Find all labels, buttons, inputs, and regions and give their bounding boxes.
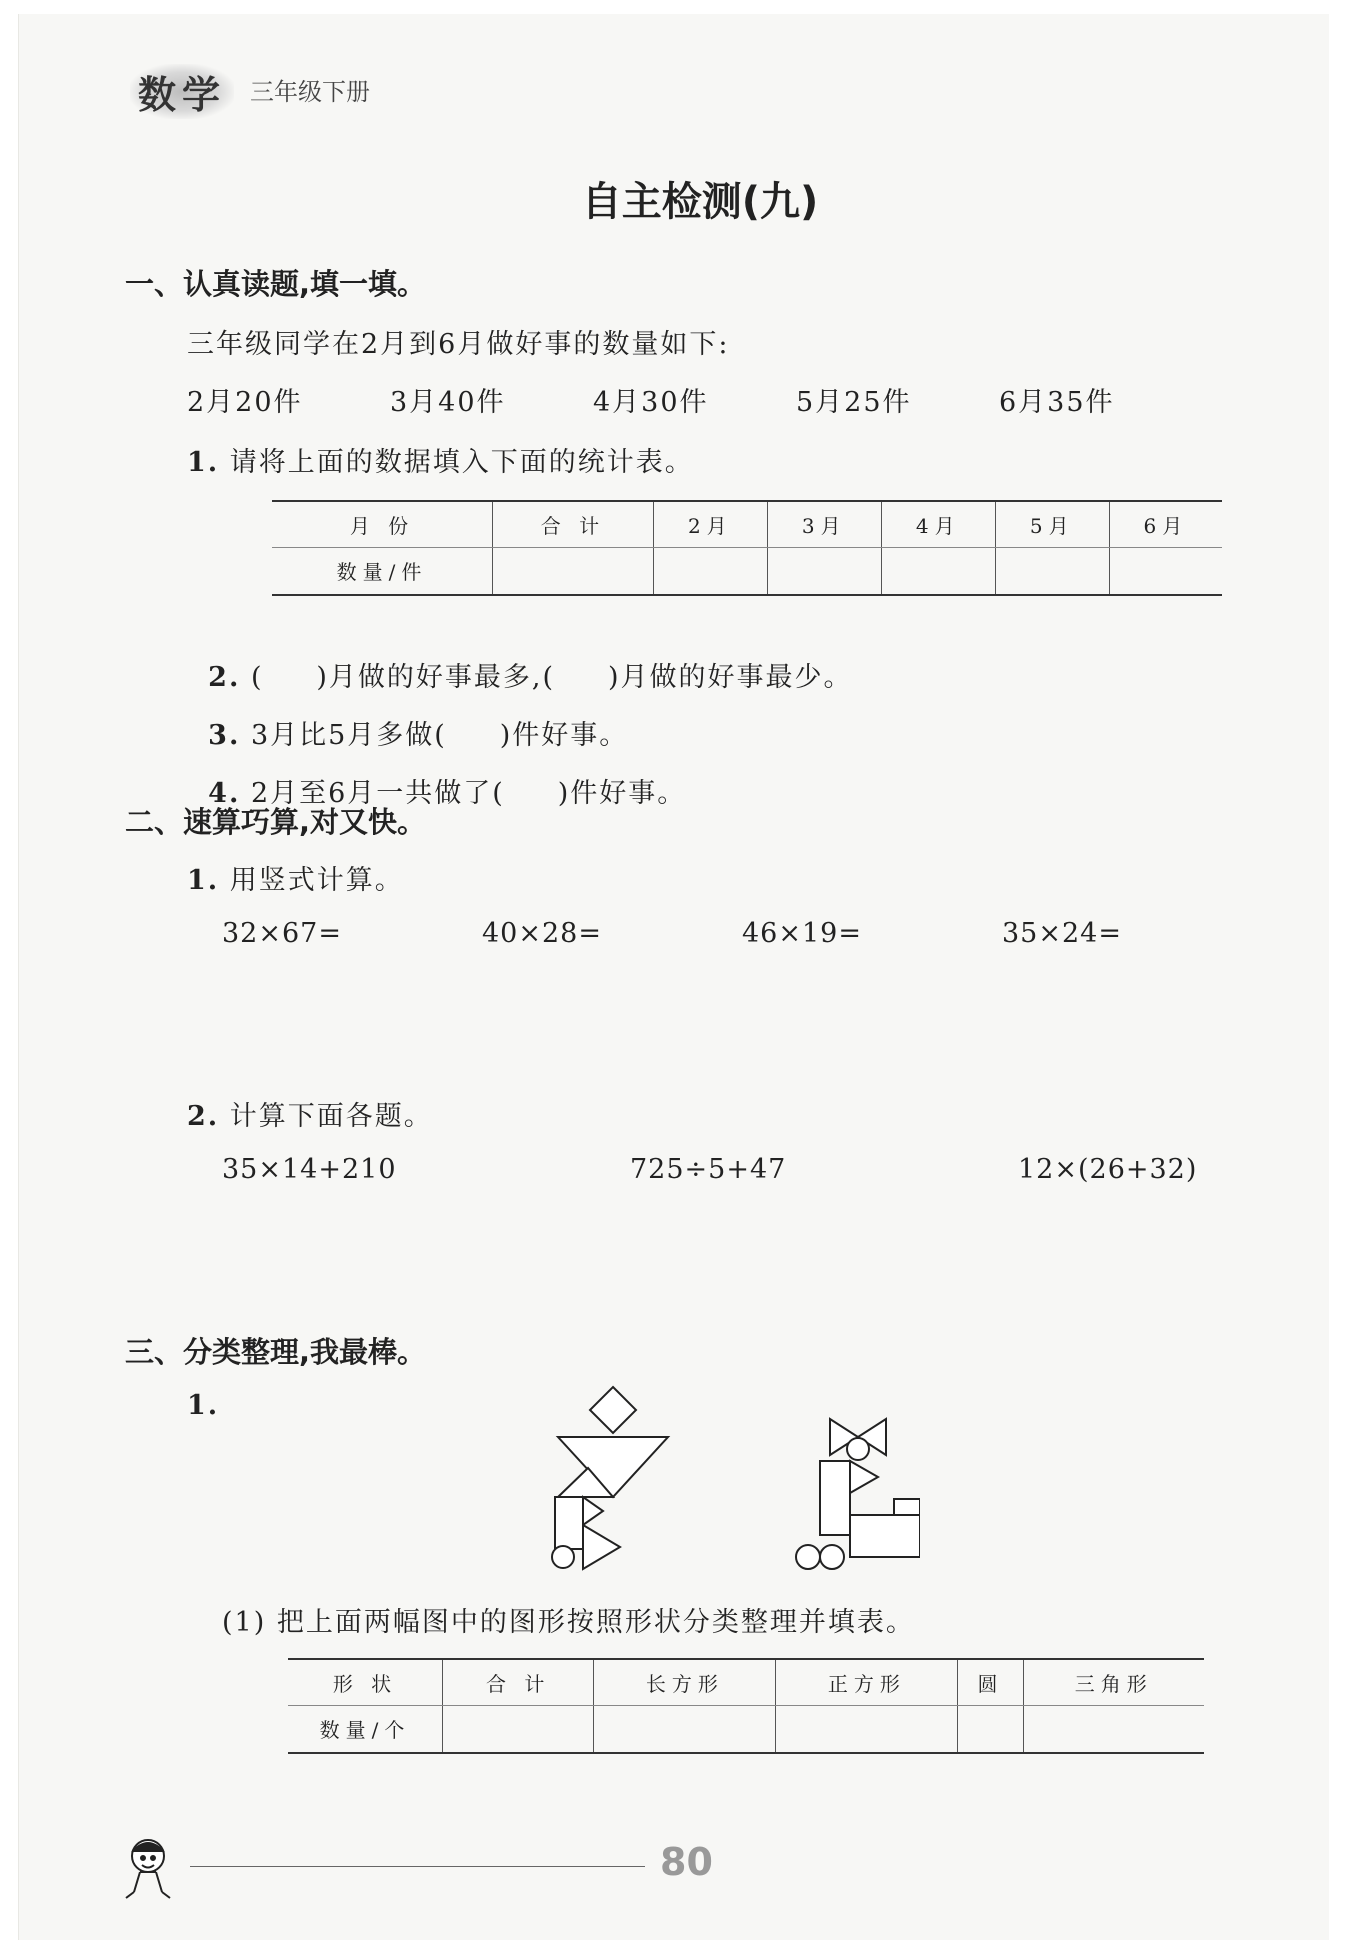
answer-cell[interactable] [881,547,995,595]
subject-label: 数学 [130,64,234,119]
shape-figure-robot [790,1415,920,1575]
table-header-cell: 4月 [881,501,995,547]
question-number: 4. [208,778,241,809]
table-header-cell: 合 计 [493,501,654,547]
calc-item: 40×28= [482,918,602,949]
table-header-cell: 月 份 [272,501,493,547]
cartoon-mascot-icon [118,1832,188,1902]
circle-foot-shape [552,1546,574,1568]
table-header-cell: 6月 [1109,501,1222,547]
question-text: ( )月做的好事最多,( )月做的好事最少。 [250,662,853,693]
question-2-2 [187,1094,433,1133]
answer-cell[interactable] [443,1705,594,1753]
section1-heading: 一、认真读题,填一填。 [125,267,427,301]
section2-heading: 二、速算巧算,对又快。 [125,805,427,839]
triangle-arm-shape [850,1461,878,1493]
table-header-cell: 2月 [653,501,767,547]
question-text: 2月至6月一共做了( )件好事。 [250,778,687,809]
circle-wheel-shape [796,1545,820,1569]
rectangle-leg-shape [555,1497,583,1549]
answer-cell[interactable] [1023,1705,1204,1753]
question-text: 用竖式计算。 [229,865,404,896]
data-item: 2月20件 [187,387,303,418]
rectangle-body-shape [820,1461,850,1535]
answer-cell[interactable] [958,1705,1023,1753]
square-head-shape [590,1387,636,1433]
question-3-1-1: (1) 把上面两幅图中的图形按照形状分类整理并填表。 [222,1607,915,1638]
calc-item: 46×19= [742,918,862,949]
circle-head-shape [847,1438,869,1460]
square-small-shape [894,1499,920,1515]
table-header-cell: 形 状 [288,1659,443,1705]
table-header-cell: 5月 [995,501,1109,547]
table-header-cell: 圆 [958,1659,1023,1705]
table-row-label: 数量/个 [319,1718,411,1743]
calc-item: 725÷5+47 [630,1154,787,1185]
table-header-cell: 三角形 [1023,1659,1204,1705]
calc-item: 12×(26+32) [1018,1154,1198,1185]
triangle-small-shape [583,1497,603,1525]
data-item: 5月25件 [796,387,912,418]
section1-intro: 三年级同学在2月到6月做好事的数量如下: [187,329,730,360]
question-text: 3月比5月多做( )件好事。 [250,720,629,751]
calc-item: 35×24= [1002,918,1122,949]
answer-cell[interactable] [767,547,881,595]
circle-wheel-shape [820,1545,844,1569]
question-number: 1. [187,865,220,896]
answer-cell[interactable] [594,1705,776,1753]
page-title: 自主检测(九) [581,179,819,225]
data-item: 3月40件 [390,387,506,418]
question-text: 计算下面各题。 [229,1101,433,1132]
footer-rule [190,1866,645,1867]
question-number: 2. [208,662,241,693]
monthly-stat-table [272,500,1222,596]
question-number: 1. [187,447,220,478]
answer-cell[interactable] [1109,547,1222,595]
page-number: 80 [660,1840,713,1884]
shape-stat-table [288,1658,1204,1754]
answer-cell[interactable] [995,547,1109,595]
grade-label: 三年级下册 [250,78,370,106]
table-row-label: 数量/件 [336,560,428,585]
data-item: 4月30件 [593,387,709,418]
question-number: 3. [208,720,241,751]
answer-cell[interactable] [493,547,654,595]
table-header-cell: 长方形 [594,1659,776,1705]
question-2-1 [187,858,404,897]
data-item: 6月35件 [999,387,1115,418]
shape-figure-person [540,1385,690,1575]
question-1-1 [187,440,694,479]
table-header-cell: 正方形 [776,1659,958,1705]
question-number: 2. [187,1101,220,1132]
calc-item: 35×14+210 [222,1154,397,1185]
question-3-1 [187,1390,219,1421]
triangle-leg-shape [583,1525,620,1569]
table-header-cell: 合 计 [443,1659,594,1705]
question-text: 请将上面的数据填入下面的统计表。 [229,447,694,478]
question-number: 1. [187,1390,220,1421]
table-header-cell: 3月 [767,501,881,547]
rectangle-base-shape [850,1515,920,1557]
answer-cell[interactable] [776,1705,958,1753]
section3-heading: 三、分类整理,我最棒。 [125,1335,427,1369]
calc-item: 32×67= [222,918,342,949]
answer-cell[interactable] [653,547,767,595]
